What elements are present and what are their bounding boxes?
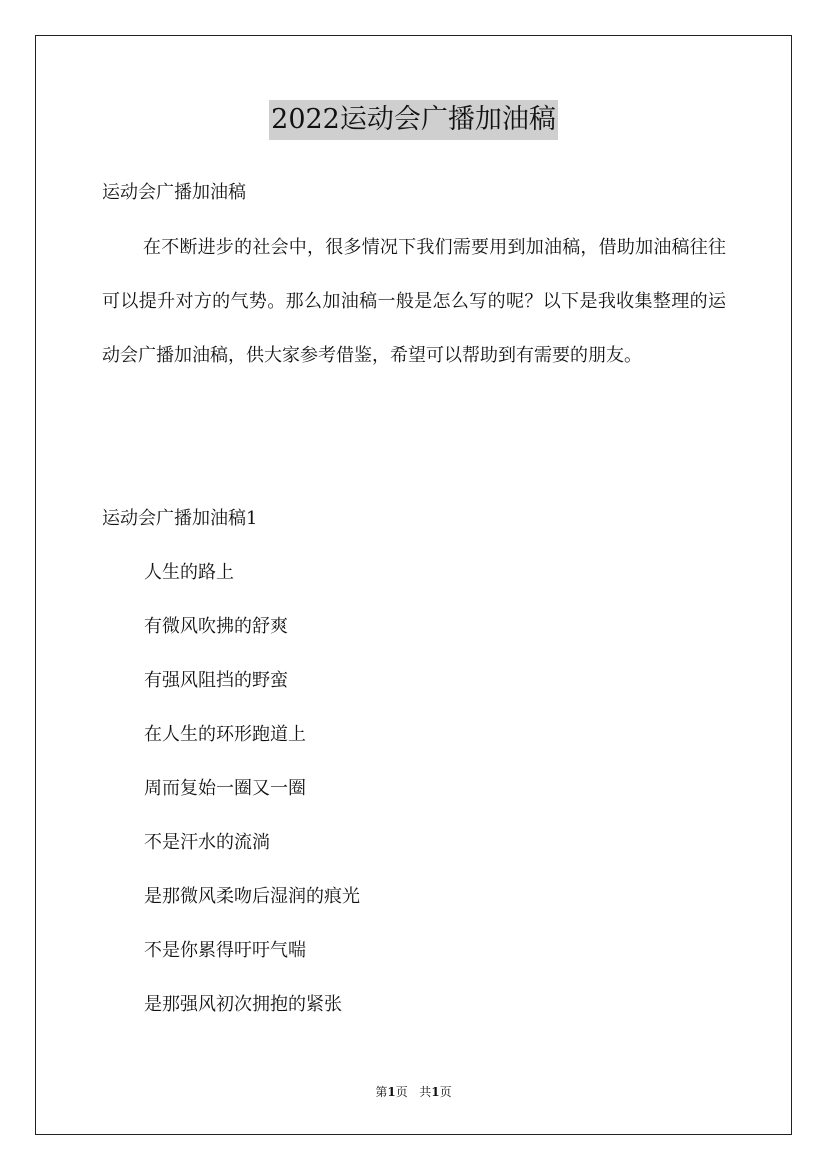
section-heading: 运动会广播加油稿1 — [102, 508, 258, 529]
page-number: 1 — [387, 1085, 396, 1099]
verse-line: 有微风吹拂的舒爽 — [144, 616, 288, 637]
intro-heading: 运动会广播加油稿 — [102, 182, 246, 203]
intro-paragraph: 在不断进步的社会中，很多情况下我们需要用到加油稿，借助加油稿往往可以提升对方的气势。那么加油稿一般是怎么写的呢？以下是我收集整理的运动会广播加油稿，供大家参考借鉴，希望可以帮助到有需要的朋友。 — [102, 237, 726, 366]
total-prefix: 共 — [419, 1085, 432, 1099]
verse-line: 不是汗水的流淌 — [144, 832, 270, 853]
verse-line: 是那微风柔吻后湿润的痕光 — [144, 886, 360, 907]
verse-line: 有强风阻挡的野蛮 — [144, 670, 288, 691]
verse-line: 周而复始一圈又一圈 — [144, 778, 306, 799]
verse-line: 是那强风初次拥抱的紧张 — [144, 994, 342, 1015]
verse-line: 不是你累得吁吁气喘 — [144, 940, 306, 961]
verse-line: 在人生的环形跑道上 — [144, 724, 306, 745]
document-title: 2022运动会广播加油稿 — [269, 100, 558, 140]
title-container — [0, 100, 827, 140]
page-footer — [0, 1084, 827, 1100]
total-number: 1 — [431, 1085, 440, 1099]
page-prefix: 第 — [375, 1085, 388, 1099]
verse-line: 人生的路上 — [144, 562, 234, 583]
total-suffix: 页 — [439, 1085, 452, 1099]
page-suffix: 页 — [395, 1085, 408, 1099]
